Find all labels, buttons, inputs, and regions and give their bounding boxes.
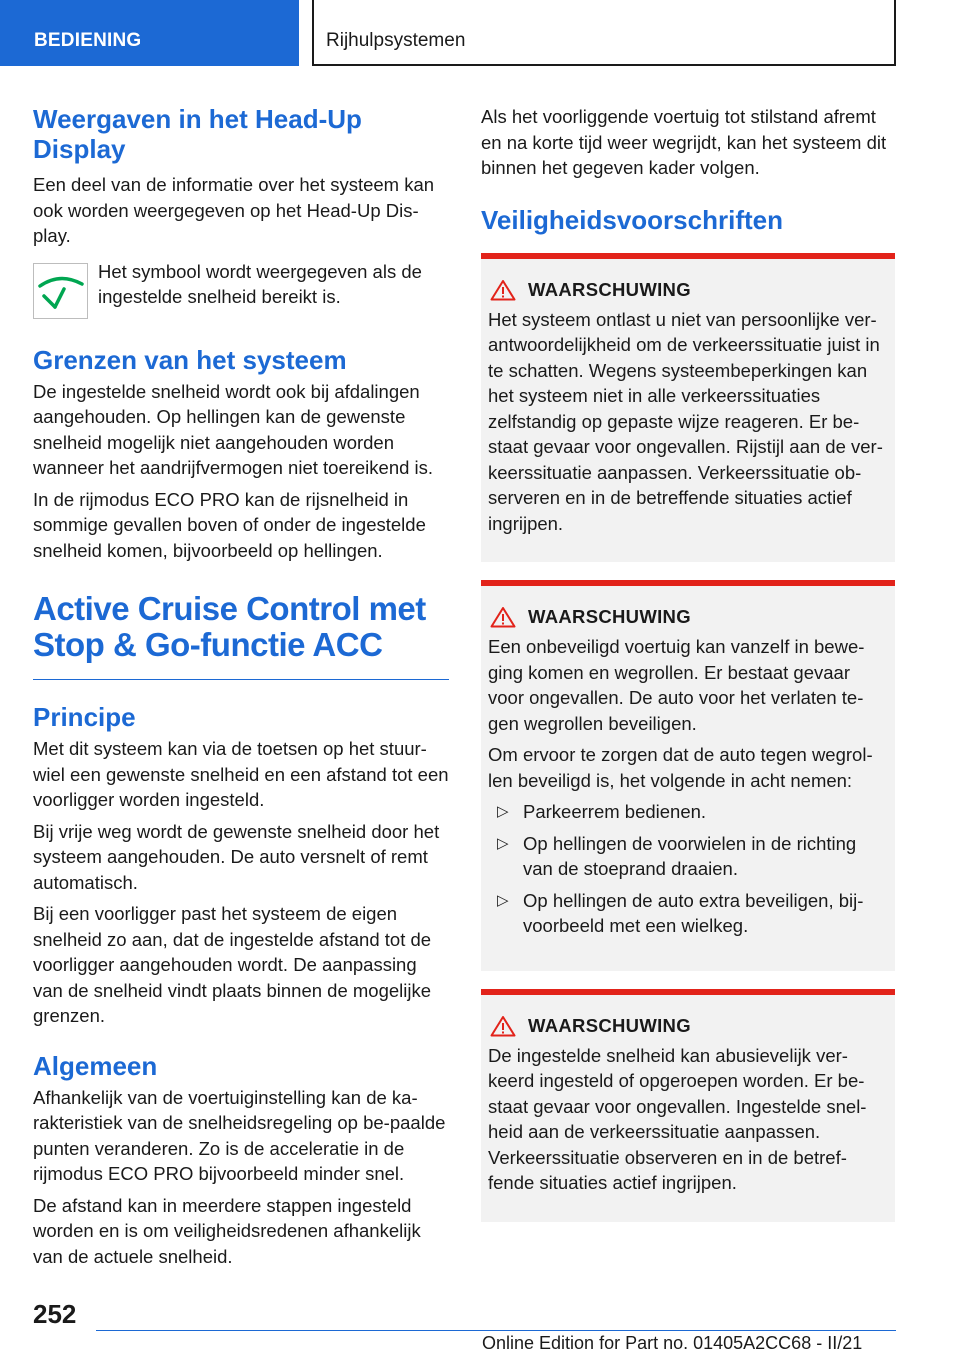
paragraph-principle-1: Met dit systeem kan via de toetsen op het stuur-wiel een gewenste snelheid en een afstand tot een voorligger worden ingesteld. [33,738,449,810]
warning-1-text: Het systeem ontlast u niet van persoonlijke ver-antwoordelijkheid om de verkeerssituatie juist in te schatten. Wegens systeembeperkingen kan het systeem niet in alle verkeerssituaties zelfstandig op gepaste wijze reageren. Er be-staat gevaar voor ongevallen. Rijstijl aan de ver-keerssituatie aanpassen. Verkeerssituatie ob-serveren en in de betreffende situaties actief ingrijpen. [488,308,883,534]
paragraph-hud: Een deel van de informatie over het systeem kan ook worden weergegeven op het Head-Up Dis-play. [33,174,435,246]
warning-2-text-2: Om ervoor te zorgen dat de auto tegen wegrol-len beveiligd is, het volgende in acht nemen: [488,744,873,791]
topic-title: Rijhulpsystemen [326,30,466,51]
list-item: ▷ Op hellingen de voorwielen in de richting van de stoeprand draaien. [497,832,857,879]
heading-general: Algemeen [33,1050,158,1081]
paragraph-limits-2: In de rijmodus ECO PRO kan de rijsnelheid in sommige gevallen boven of onder de ingestelde snelheid komen, bijvoorbeeld op hellingen. [33,488,426,561]
paragraph-stop-go: Als het voorliggende voertuig tot stilstand afremt en na korte tijd weer wegrijdt, kan het systeem dit binnen het gegeven kader volgen. [481,106,887,178]
heading-divider [33,679,449,680]
section-tab [0,0,299,66]
heading-principle: Principe [33,702,136,732]
warning-box-3 [481,989,895,1222]
section-title: BEDIENING [34,30,142,51]
warning-title: WAARSCHUWING [528,1014,691,1036]
left-column [33,104,449,1269]
list-item: ▷ Parkeerrem bedienen. [488,799,887,825]
bullet-triangle-icon: ▷ [497,803,509,820]
warning-box-2 [481,580,895,971]
symbol-description: Het symbool wordt weergegeven als de ingestelde snelheid bereikt is. [98,260,422,307]
paragraph-general-2: De afstand kan in meerdere stappen ingesteld worden en is om veiligheidsredenen afhankelijk van de actuele snelheid. [33,1194,421,1267]
topic-tab [312,0,896,66]
warning-triangle-icon [490,1015,516,1037]
page-number: 252 [33,1299,77,1329]
list-item: ▷ Op hellingen de auto extra beveiligen, bij-voorbeeld met een wielkeg. [497,889,864,936]
warning-3-text: De ingestelde snelheid kan abusievelijk ver-keerd ingesteld of opgeroepen worden. Er be-staat gevaar voor ongevallen. Ingestelde snel-heid aan de verkeerssituatie aanpassen. Verkeerssituatie observeren en in de betref-fende situaties actief ingrijpen. [488,1044,867,1193]
bullet-triangle-icon: ▷ [497,834,509,852]
paragraph-principle-2: Bij vrije weg wordt de gewenste snelheid door het systeem aangehouden. De auto versnelt of remt automatisch. [33,820,440,893]
warning-title: WAARSCHUWING [528,278,691,300]
symbol-row [33,259,449,319]
warning-triangle-icon [490,606,516,628]
heading-acc: Active Cruise Control met Stop & Go-functie ACC [33,590,426,663]
warning-box-1 [481,253,895,563]
bullet-triangle-icon: ▷ [497,891,509,909]
warning-2-list [488,799,887,939]
right-column [481,104,895,1222]
paragraph-general-1: Afhankelijk van de voertuiginstelling kan de ka-rakteristiek van de snelheidsregeling op be-paalde punten veranderen. Zo is de acceleratie in de rijmodus ECO PRO bijvoorbeeld minder snel. [33,1086,446,1184]
paragraph-principle-3: Bij een voorligger past het systeem de eigen snelheid zo aan, dat de ingestelde afstand tot de voorligger aangehouden wordt. De aanpassing van de snelheid vindt plaats binnen de mogelijke grenzen. [33,903,432,1026]
footer-divider [96,1330,896,1331]
warning-title: WAARSCHUWING [528,606,691,627]
speed-reached-icon [33,263,88,319]
footer-edition: Online Edition for Part no. 01405A2CC68 - II/21 [482,1333,863,1353]
warning-2-text-1: Een onbeveiligd voertuig kan vanzelf in bewe-ging komen en wegrollen. Er bestaat gevaar voor ongevallen. De auto voor het verlaten te-gen wegrollen beveiligen. [488,636,865,734]
paragraph-limits-1: De ingestelde snelheid wordt ook bij afdalingen aangehouden. Op hellingen kan de gewenste snelheid mogelijk niet aangehouden worden wanneer het aandrijfvermogen niet toereikend is. [33,380,434,478]
heading-limits: Grenzen van het systeem [33,344,347,375]
heading-safety: Veiligheidsvoorschriften [481,204,783,235]
heading-hud: Weergaven in het Head-Up Display [33,104,362,164]
warning-triangle-icon [490,279,516,301]
